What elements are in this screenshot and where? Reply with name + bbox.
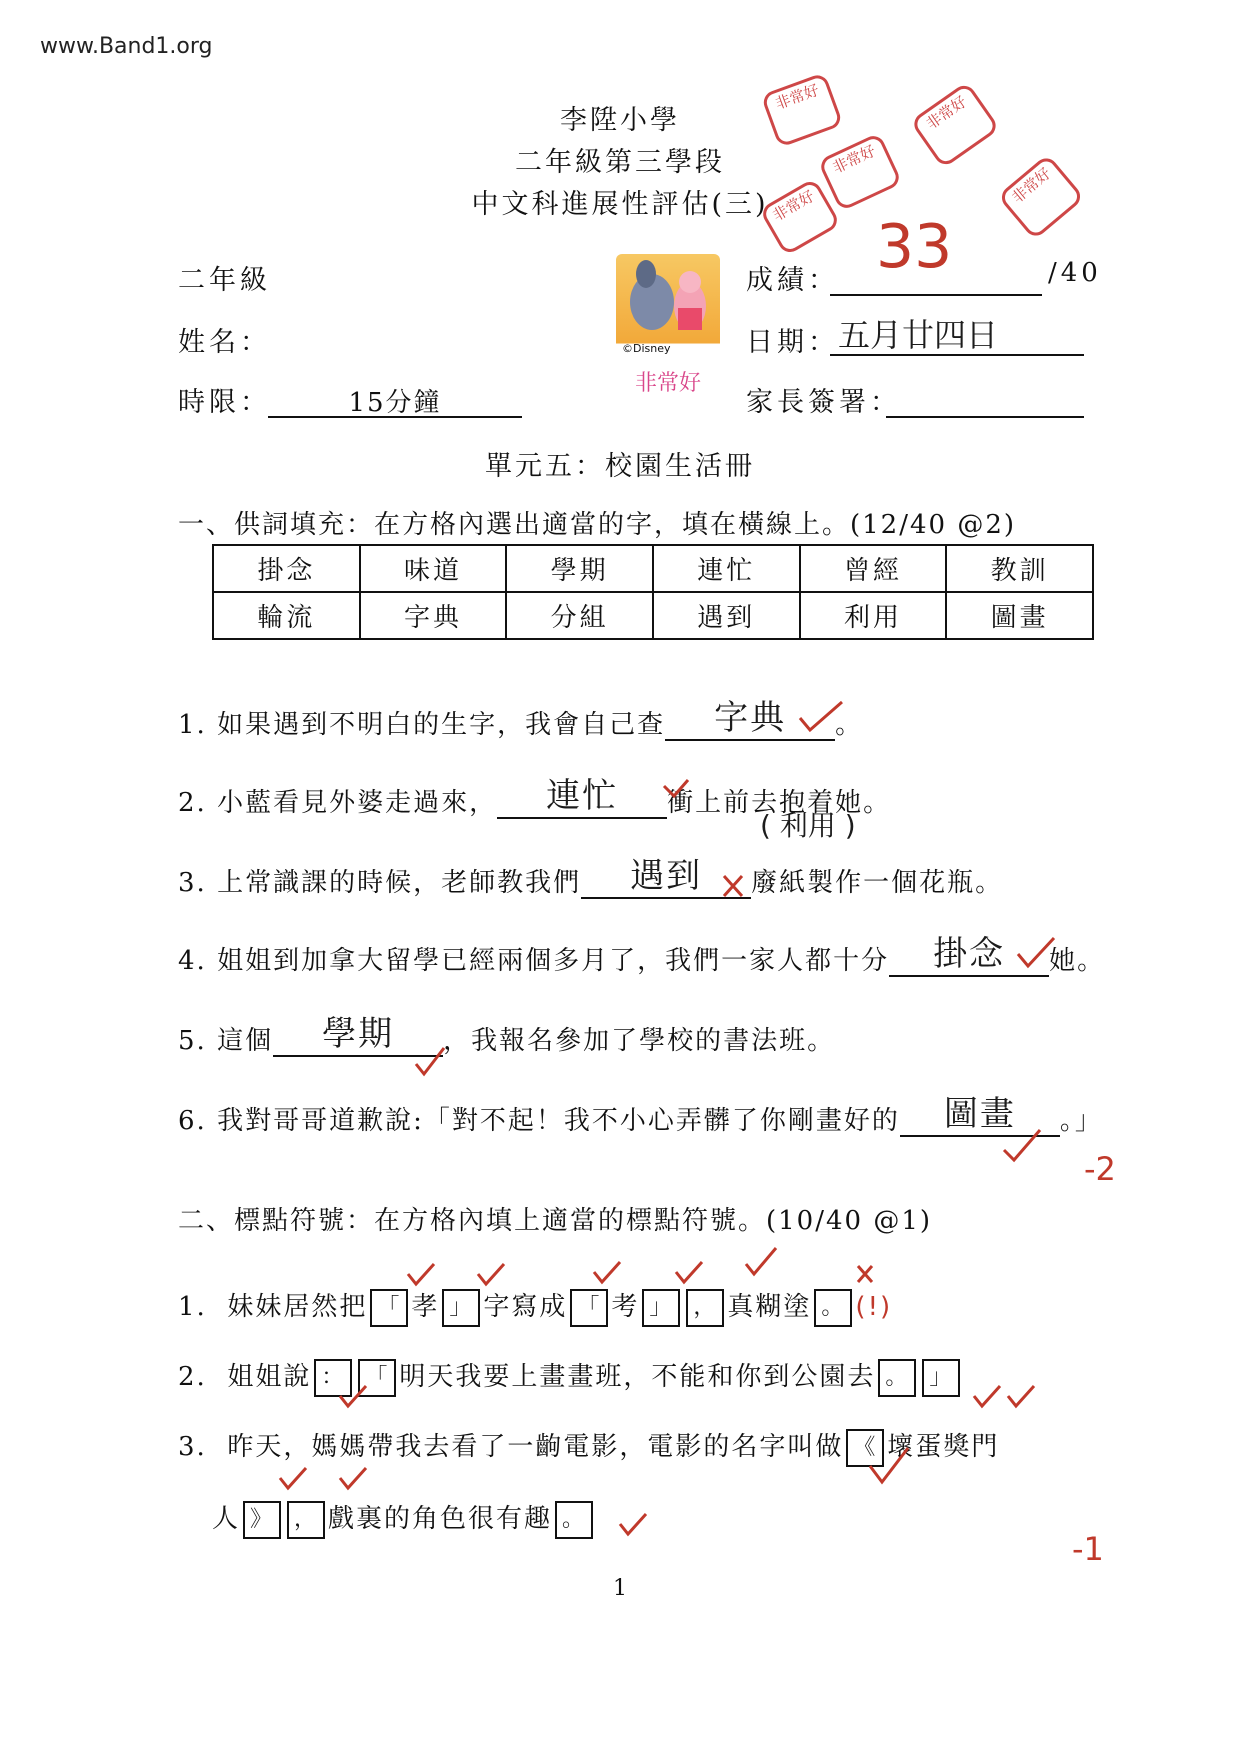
check-mark-icon [664,780,688,796]
punctuation-box: 。 [814,1289,852,1327]
time-value: 15分鐘 [348,388,442,418]
word-cell: 輪流 [213,592,360,639]
word-cell: 味道 [360,545,507,592]
answer-4: 掛念 [889,926,1049,977]
word-cell: 字典 [360,592,507,639]
word-cell: 利用 [800,592,947,639]
name-label: 姓名： [178,327,271,358]
punctuation-box: 。 [878,1359,916,1397]
grade-label: 二年級 [178,265,271,296]
question-text: 真糊塗 [727,1292,812,1322]
answer-3: 遇到 [581,848,751,899]
time-label: 時限： [178,387,271,418]
check-mark-icon [408,1264,434,1284]
question-text: 廢紙製作一個花瓶。 [751,868,1004,898]
question-text: ，我報名參加了學校的書法班。 [443,1026,836,1056]
check-mark-icon [974,1386,1000,1406]
check-mark-icon [594,1262,620,1282]
question-text: 。 [835,710,864,740]
check-mark-icon [620,1514,646,1534]
date-label: 日期： [746,327,839,358]
section1-deduction: -2 [1084,1150,1116,1188]
question-text: 孝 [411,1292,440,1322]
punctuation-box: 》 [243,1501,281,1539]
page-number: 1 [613,1576,627,1601]
word-cell: 分組 [506,592,653,639]
teacher-note: (!) [855,1292,893,1322]
question-text: 。」 [1059,1106,1103,1136]
stamp-3: 非常好 [759,178,841,257]
grade-term: 二年級第三學段 [515,147,725,178]
question-text: 妹妹居然把 [227,1292,368,1322]
punctuation-box: 」 [922,1359,960,1397]
check-mark-icon [478,1264,504,1284]
question-text: 姐姐說 [227,1362,312,1392]
question-text: 5. 這個 [178,1026,274,1056]
punctuation-box: 」 [642,1289,680,1327]
punctuation-box: 「 [570,1289,608,1327]
parent-signature-label: 家長簽署： [746,387,901,418]
cross-mark-icon [858,1266,872,1282]
punctuation-box: 「 [358,1359,396,1397]
stamp-5: 非常好 [997,154,1085,241]
check-mark-icon [676,1262,702,1282]
answer-1: 字典 [665,690,835,741]
punctuation-box: 《 [846,1429,884,1467]
question-text: 6. 我對哥哥道歉說:「對不起！我不小心弄髒了你剛畫好的 [178,1106,900,1136]
date-value: 五月廿四日 [838,316,999,354]
question-text: 2. 小藍看見外婆走過來， [178,788,498,818]
question-text: 戲裏的角色很有趣 [328,1504,553,1534]
punctuation-box: 「 [370,1289,408,1327]
check-mark-icon [746,1248,776,1274]
word-cell: 學期 [506,545,653,592]
answer-6: 圖畫 [900,1086,1060,1137]
question-text: 她。 [1049,946,1106,976]
question-text: 3. 上常識課的時候，老師教我們 [178,868,582,898]
question-number: 2. [178,1362,207,1392]
check-mark-icon [280,1468,306,1488]
unit-title: 單元五：校園生活冊 [485,451,755,482]
question-number: 3. [178,1432,207,1462]
correction-note: ( 利用 ) [760,809,856,842]
word-cell: 連忙 [653,545,800,592]
question-text: 明天我要上畫畫班，不能和你到公園去 [399,1362,876,1392]
assessment-title: 中文科進展性評估(三) [471,189,769,220]
word-cell: 掛念 [213,545,360,592]
word-cell: 曾經 [800,545,947,592]
word-cell: 教訓 [946,545,1093,592]
question-text: 人 [212,1504,241,1534]
word-cell: 遇到 [653,592,800,639]
section1-title: 一、供詞填充：在方格內選出適當的字，填在橫線上。(12/40 @2) [178,510,1017,540]
check-mark-icon [870,1448,908,1482]
check-mark-icon [800,702,842,730]
punctuation-box: ： [314,1359,352,1397]
cross-mark-icon [724,876,742,896]
word-cell: 圖畫 [946,592,1093,639]
punctuation-box: 。 [555,1501,593,1539]
question-text: 壞蛋獎門 [887,1432,1000,1462]
question-text: 昨天，媽媽帶我去看了一齣電影，電影的名字叫做 [227,1432,844,1462]
check-mark-icon [1018,938,1054,966]
sticker-caption: 非常好 [634,371,701,396]
punctuation-box: ， [686,1289,724,1327]
punctuation-box: ， [287,1501,325,1539]
question-text: 4. 姐姐到加拿大留學已經兩個多月了，我們一家人都十分 [178,946,890,976]
site-url: www.Band1.org [40,34,213,59]
score-label: 成績： [746,265,839,296]
question-text: 考 [611,1292,640,1322]
check-mark-icon [416,1048,444,1074]
stamp-1: 非常好 [760,72,843,148]
check-mark-icon [1008,1386,1034,1406]
stamp-2: 非常好 [817,132,902,211]
check-mark-icon [340,1468,366,1488]
section2-deduction: -1 [1072,1530,1104,1568]
section2-title: 二、標點符號：在方格內填上適當的標點符號。(10/40 @1) [178,1206,933,1236]
question-text: 1. 如果遇到不明白的生字，我會自己查 [178,710,666,740]
score-value: 33 [876,212,953,282]
score-total: /40 [1048,258,1102,288]
punctuation-box: 」 [442,1289,480,1327]
check-mark-icon [1004,1130,1040,1160]
answer-5: 學期 [273,1006,443,1057]
question-text: 字寫成 [483,1292,568,1322]
answer-2: 連忙 [497,768,667,819]
question-text: 衝上前去抱着她。 [667,788,892,818]
check-mark-icon [340,1386,366,1406]
school-name: 李陞小學 [560,105,680,136]
stamp-4: 非常好 [910,81,1001,169]
question-number: 1. [178,1292,207,1322]
sticker-brand: ©Disney [622,342,671,355]
